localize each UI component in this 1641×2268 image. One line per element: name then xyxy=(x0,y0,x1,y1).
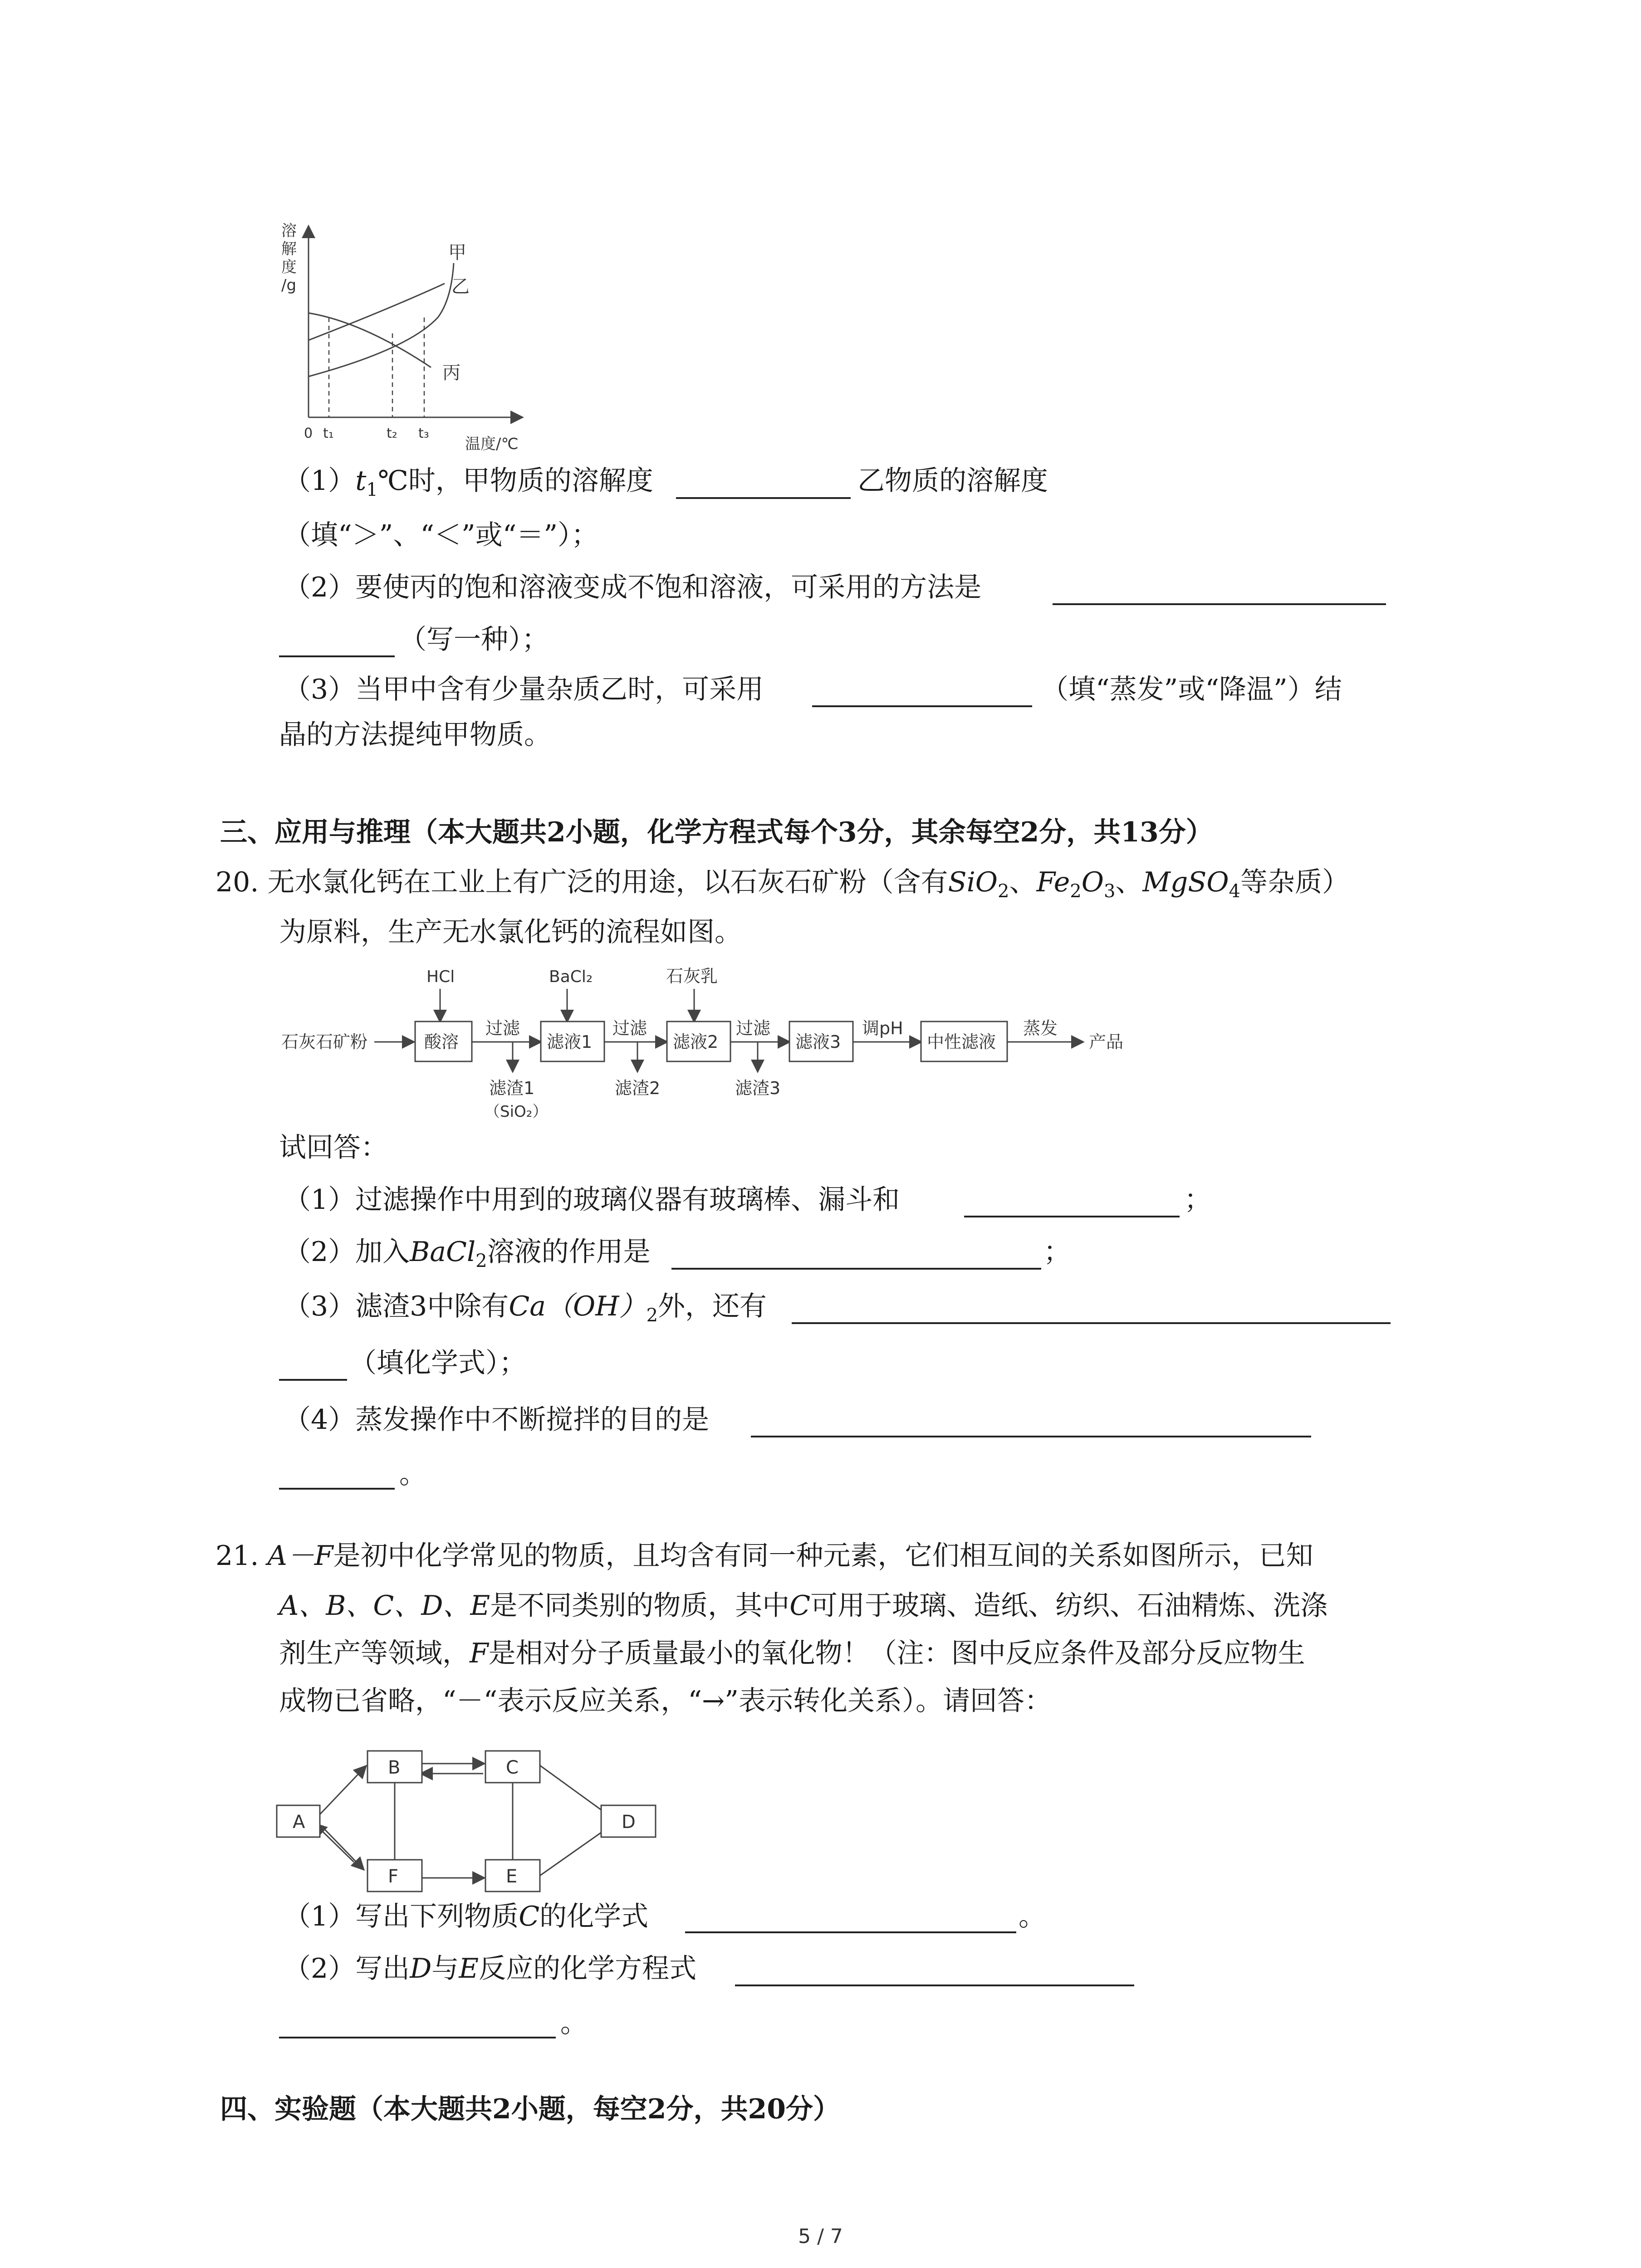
q20-p1-end: ； xyxy=(1184,1184,1211,1216)
q20-answer-blank-3b[interactable] xyxy=(279,1379,347,1381)
origin-label: 0 xyxy=(304,425,313,441)
q20-flow-diagram xyxy=(272,957,1157,1148)
q21-p2-text-b: 与 xyxy=(431,1953,459,1984)
q20-stem-text-b: 等杂质） xyxy=(1240,866,1349,898)
flow-start-label: 石灰石矿粉 xyxy=(281,1032,368,1052)
q21-stem-text-1: 是初中化学常见的物质，且均含有同一种元素，它们相互间的关系如图所示，已知 xyxy=(333,1540,1313,1572)
q20-p2-text-a: （2）加入 xyxy=(284,1236,410,1268)
flow-box-filtrate1-label: 滤液1 xyxy=(547,1032,593,1052)
q20-formula-fe-sub: 2 xyxy=(1070,881,1082,902)
q19-p3-text-c: 晶的方法提纯甲物质。 xyxy=(279,719,551,751)
q21-stem-line4: 成物已省略，“－“表示反应关系，“→”表示转化关系）。请回答： xyxy=(279,1685,1052,1717)
diagram-label-e: E xyxy=(506,1866,518,1887)
q19-p3-text-a: （3）当甲中含有少量杂质乙时，可采用 xyxy=(284,674,764,705)
q20-formula-mgso4: MgSO xyxy=(1142,866,1229,898)
q21-answer-blank-2a[interactable] xyxy=(735,1984,1134,1986)
q20-p3-line xyxy=(284,1288,767,1334)
q20-answer-blank-2[interactable] xyxy=(671,1268,1041,1270)
q21-p1-end: 。 xyxy=(1019,1901,1046,1932)
q21-num: 21. xyxy=(216,1540,268,1572)
diagram-label-c: C xyxy=(506,1757,519,1778)
q20-p4-end: 。 xyxy=(399,1458,426,1490)
q19-answer-blank-3[interactable] xyxy=(812,705,1032,707)
q19-p1-line xyxy=(284,463,653,508)
q20-p4-text: （4）蒸发操作中不断搅拌的目的是 xyxy=(284,1404,710,1436)
q20-answer-blank-4b[interactable] xyxy=(279,1488,395,1490)
q20-p2-formula: BaCl xyxy=(410,1236,476,1268)
q21-p2-text-c: 反应的化学方程式 xyxy=(479,1953,697,1984)
q20-formula-o-sub: 3 xyxy=(1103,881,1116,902)
curve-label-bing: 丙 xyxy=(442,362,460,383)
q21-answer-blank-2b[interactable] xyxy=(279,2037,556,2038)
q20-formula-fe: Fe xyxy=(1036,866,1070,898)
curve-jia xyxy=(309,263,454,376)
flow-op-ph: 调pH xyxy=(862,1018,903,1038)
q20-formula-sio2: SiO xyxy=(948,866,998,898)
q20-p3-text-c: （填化学式）； xyxy=(349,1347,526,1379)
flow-residue3: 滤渣3 xyxy=(735,1078,781,1098)
q20-p2-text-b: 溶液的作用是 xyxy=(487,1236,651,1268)
flow-residue1: 滤渣1 xyxy=(489,1078,535,1098)
q20-answer-blank-3a[interactable] xyxy=(792,1322,1391,1324)
q19-p1-text-a: ℃时，甲物质的溶解度 xyxy=(377,465,653,497)
q20-stem-line2: 为原料，生产无水氯化钙的流程如图。 xyxy=(279,916,742,948)
q21-range-var: A－F xyxy=(267,1540,333,1572)
q21-p1-var: C xyxy=(519,1901,540,1932)
q21-p1-text-b: 的化学式 xyxy=(539,1901,649,1932)
y-axis-label-2: 解 xyxy=(281,240,297,258)
q21-stem-line3 xyxy=(279,1635,1305,1672)
q21-stem-line2 xyxy=(279,1588,1327,1624)
q21-p2-var-d: D xyxy=(410,1953,432,1984)
flow-box-acid-label: 酸溶 xyxy=(424,1032,459,1052)
page-number: 5 / 7 xyxy=(798,2225,843,2248)
q21-stem-text-5: 是相对分子质量最小的氧化物！（注：图中反应条件及部分反应物生 xyxy=(488,1637,1305,1669)
q21-stem-line1 xyxy=(216,1538,1313,1574)
q21-p2-line xyxy=(284,1950,696,1987)
y-axis-label-3: 度 xyxy=(281,258,297,276)
q20-p2-formula-sub: 2 xyxy=(475,1251,487,1271)
q19-p1-num: （1） xyxy=(284,465,356,497)
q19-p1-text-c: （填“＞”、“＜”或“＝”）； xyxy=(284,519,599,551)
q21-relation-diagram xyxy=(272,1724,658,1905)
flow-box-filtrate3-label: 滤液3 xyxy=(795,1032,841,1052)
q19-p2-text-b: （写一种）； xyxy=(399,624,549,655)
flow-reagent-hcl: HCl xyxy=(426,968,455,986)
curve-label-yi: 乙 xyxy=(451,276,470,297)
q20-stem-text-a: 20. 无水氯化钙在工业上有广泛的用途，以石灰石矿粉（含有 xyxy=(216,866,948,898)
flow-residue1-note: （SiO₂） xyxy=(485,1103,548,1121)
q21-p2-end: 。 xyxy=(560,2007,588,2039)
q21-var-f: F xyxy=(470,1637,489,1669)
tick-t3: t₃ xyxy=(418,425,429,441)
q20-answer-blank-4a[interactable] xyxy=(751,1436,1311,1437)
q19-p3-text-b: （填“蒸发”或“降温”）结 xyxy=(1041,674,1342,705)
q21-stem-text-4: 剂生产等领域， xyxy=(279,1637,470,1669)
q20-p2-end: ； xyxy=(1043,1236,1071,1268)
q19-p1-sub: 1 xyxy=(366,479,378,500)
q20-p2-line xyxy=(284,1234,651,1279)
diagram-label-a: A xyxy=(293,1812,305,1833)
y-axis-label-4: /g xyxy=(281,276,297,294)
y-axis-label-1: 溶 xyxy=(281,222,297,240)
flow-box-filtrate2-label: 滤液2 xyxy=(673,1032,719,1052)
flow-op-filter3: 过滤 xyxy=(736,1018,771,1038)
q20-answer-blank-1[interactable] xyxy=(964,1216,1180,1217)
q20-p3-formula-sub: 2 xyxy=(646,1305,658,1326)
tick-t2: t₂ xyxy=(387,425,397,441)
flow-end-label: 产品 xyxy=(1089,1032,1124,1052)
q21-p1-text-a: （1）写出下列物质 xyxy=(284,1901,519,1932)
flow-reagent-bacl2: BaCl₂ xyxy=(549,968,593,986)
section3-title: 三、应用与推理（本大题共2小题，化学方程式每个3分，其余每空2分，共13分） xyxy=(220,816,1213,848)
q20-prompt: 试回答： xyxy=(279,1132,388,1163)
flow-reagent-lime: 石灰乳 xyxy=(666,966,718,986)
section4-title: 四、实验题（本大题共2小题，每空2分，共20分） xyxy=(220,2093,840,2125)
q20-stem-line1 xyxy=(216,864,1349,909)
q20-formula-mgso4-sub: 4 xyxy=(1229,881,1240,902)
diagram-label-f: F xyxy=(388,1866,399,1887)
q19-answer-blank-2a[interactable] xyxy=(1053,603,1386,605)
q19-p1-var: t xyxy=(355,465,367,497)
q20-stem-sep1: 、 xyxy=(1009,866,1037,898)
curve-bing xyxy=(309,313,431,367)
q20-p1-text: （1）过滤操作中用到的玻璃仪器有玻璃棒、漏斗和 xyxy=(284,1184,900,1216)
q21-p2-var-e: E xyxy=(459,1953,479,1984)
q21-var-c: C xyxy=(789,1590,811,1622)
q19-answer-blank-2b[interactable] xyxy=(279,655,395,657)
q21-stem-text-2: 是不同类别的物质，其中 xyxy=(490,1590,790,1622)
q19-p1-text-b: 乙物质的溶解度 xyxy=(857,465,1048,497)
q21-vars: A、B、C、D、E xyxy=(279,1590,490,1622)
x-axis-label: 温度/℃ xyxy=(465,435,519,453)
q20-p3-text-b: 外，还有 xyxy=(658,1290,767,1322)
q21-p2-text-a: （2）写出 xyxy=(284,1953,410,1984)
diagram-label-b: B xyxy=(388,1757,401,1778)
q21-stem-text-3: 可用于玻璃、造纸、纺织、石油精炼、洗涤 xyxy=(810,1590,1328,1622)
tick-t1: t₁ xyxy=(323,425,334,441)
flow-op-evap: 蒸发 xyxy=(1023,1018,1058,1038)
flow-residue2: 滤渣2 xyxy=(615,1078,661,1098)
flow-op-filter1: 过滤 xyxy=(485,1018,520,1038)
flow-op-filter2: 过滤 xyxy=(612,1018,647,1038)
curve-label-jia: 甲 xyxy=(448,242,466,263)
diagram-label-d: D xyxy=(622,1812,636,1833)
q21-answer-blank-1[interactable] xyxy=(685,1931,1016,1933)
q19-answer-blank-1[interactable] xyxy=(676,497,851,499)
flow-box-neutral-label: 中性滤液 xyxy=(927,1032,996,1052)
q20-p3-formula: Ca（OH） xyxy=(509,1290,647,1322)
q19-p2-text-a: （2）要使丙的饱和溶液变成不饱和溶液，可采用的方法是 xyxy=(284,572,982,603)
solubility-graph xyxy=(272,222,554,458)
q20-formula-sio2-sub: 2 xyxy=(997,881,1009,902)
q20-p3-text-a: （3）滤渣3中除有 xyxy=(284,1290,509,1322)
q20-formula-o: O xyxy=(1081,866,1104,898)
q21-p1-line xyxy=(284,1898,648,1935)
q20-stem-sep2: 、 xyxy=(1115,866,1143,898)
curve-yi xyxy=(309,284,445,340)
